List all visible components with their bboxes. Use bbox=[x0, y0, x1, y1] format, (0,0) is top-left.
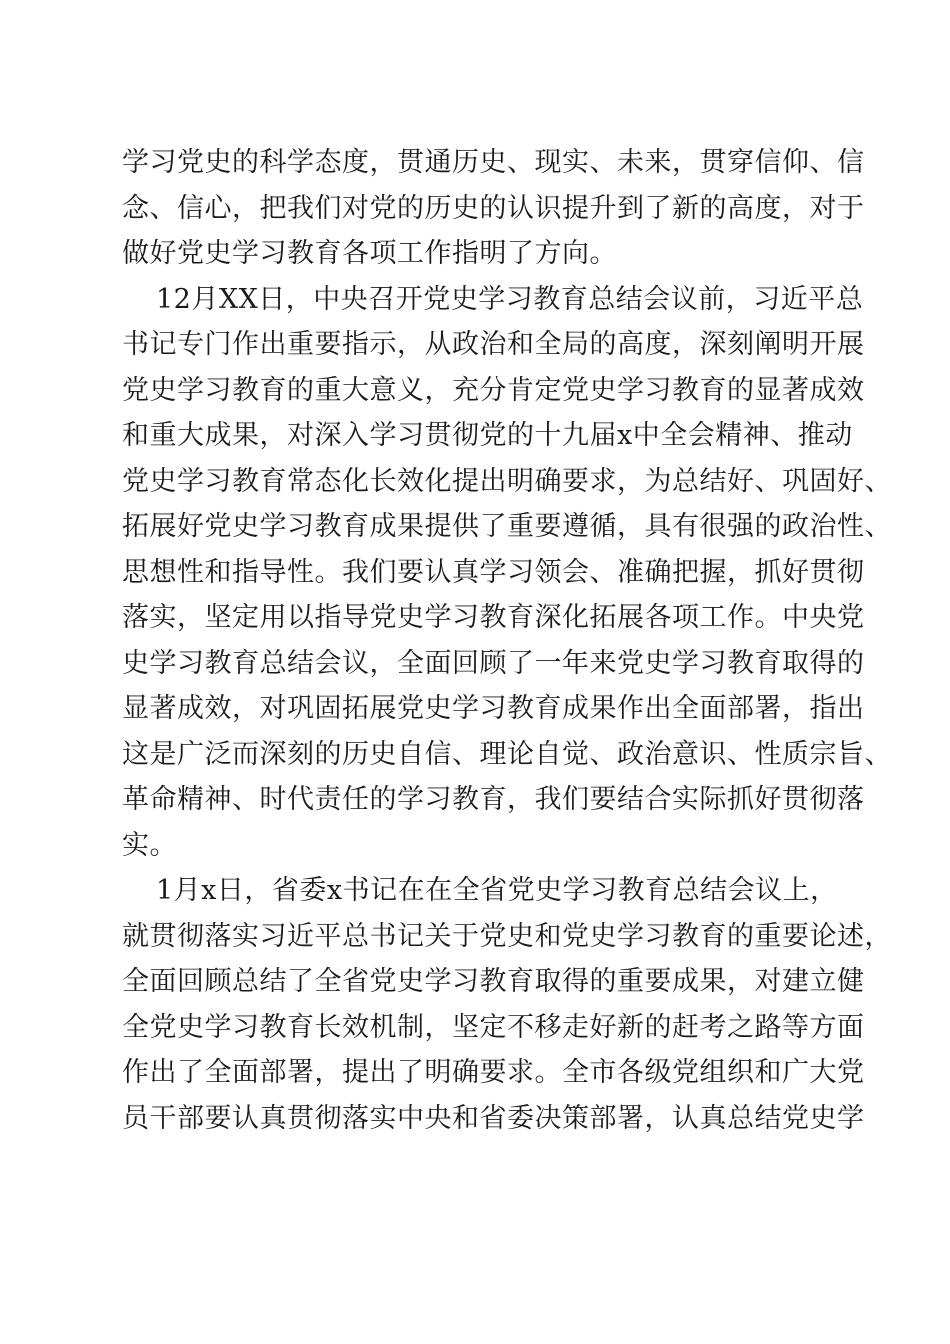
text-line: 显著成效，对巩固拓展党史学习教育成果作出全面部署，指出 bbox=[122, 693, 865, 724]
text-line: 这是广泛而深刻的历史自信、理论自觉、政治意识、性质宗旨、 bbox=[122, 738, 892, 770]
text-line: 和重大成果，对深入学习贯彻党的十九届x中全会精神、推动 bbox=[122, 420, 853, 451]
paragraph-start-line: 1月x日，省委x书记在在全省党史学习教育总结会议上， bbox=[156, 875, 838, 906]
text-line: 全党史学习教育长效机制，坚定不移走好新的赶考之路等方面 bbox=[122, 1011, 865, 1043]
document-body bbox=[122, 140, 892, 1141]
text-line: 员干部要认真贯彻落实中央和省委决策部署，认真总结党史学 bbox=[122, 1102, 865, 1134]
text-line: 革命精神、时代责任的学习教育，我们要结合实际抓好贯彻落 bbox=[122, 784, 865, 815]
text-line: 全面回顾总结了全省党史学习教育取得的重要成果，对建立健 bbox=[122, 966, 865, 997]
text-line: 念、信心，把我们对党的历史的认识提升到了新的高度，对于 bbox=[122, 192, 865, 224]
text-line: 党史学习教育的重大意义，充分肯定党史学习教育的显著成效 bbox=[122, 374, 865, 406]
text-line: 就贯彻落实习近平总书记关于党史和党史学习教育的重要论述， bbox=[122, 920, 892, 952]
text-line: 党史学习教育常态化长效化提出明确要求，为总结好、巩固好、 bbox=[122, 465, 892, 497]
text-line: 书记专门作出重要指示，从政治和全局的高度，深刻阐明开展 bbox=[122, 329, 865, 360]
text-line: 实。 bbox=[122, 829, 177, 861]
text-line: 做好党史学习教育各项工作指明了方向。 bbox=[122, 238, 617, 269]
text-line: 拓展好党史学习教育成果提供了重要遵循，具有很强的政治性、 bbox=[122, 511, 892, 542]
paragraph-start-line: 12月XX日，中央召开党史学习教育总结会议前，习近平总 bbox=[156, 283, 864, 315]
text-line: 作出了全面部署，提出了明确要求。全市各级党组织和广大党 bbox=[122, 1057, 865, 1088]
text-line: 史学习教育总结会议，全面回顾了一年来党史学习教育取得的 bbox=[122, 647, 865, 679]
text-line: 思想性和指导性。我们要认真学习领会、准确把握，抓好贯彻 bbox=[122, 556, 865, 588]
text-line: 落实，坚定用以指导党史学习教育深化拓展各项工作。中央党 bbox=[122, 602, 865, 633]
text-line: 学习党史的科学态度，贯通历史、现实、未来，贯穿信仰、信 bbox=[122, 147, 865, 178]
